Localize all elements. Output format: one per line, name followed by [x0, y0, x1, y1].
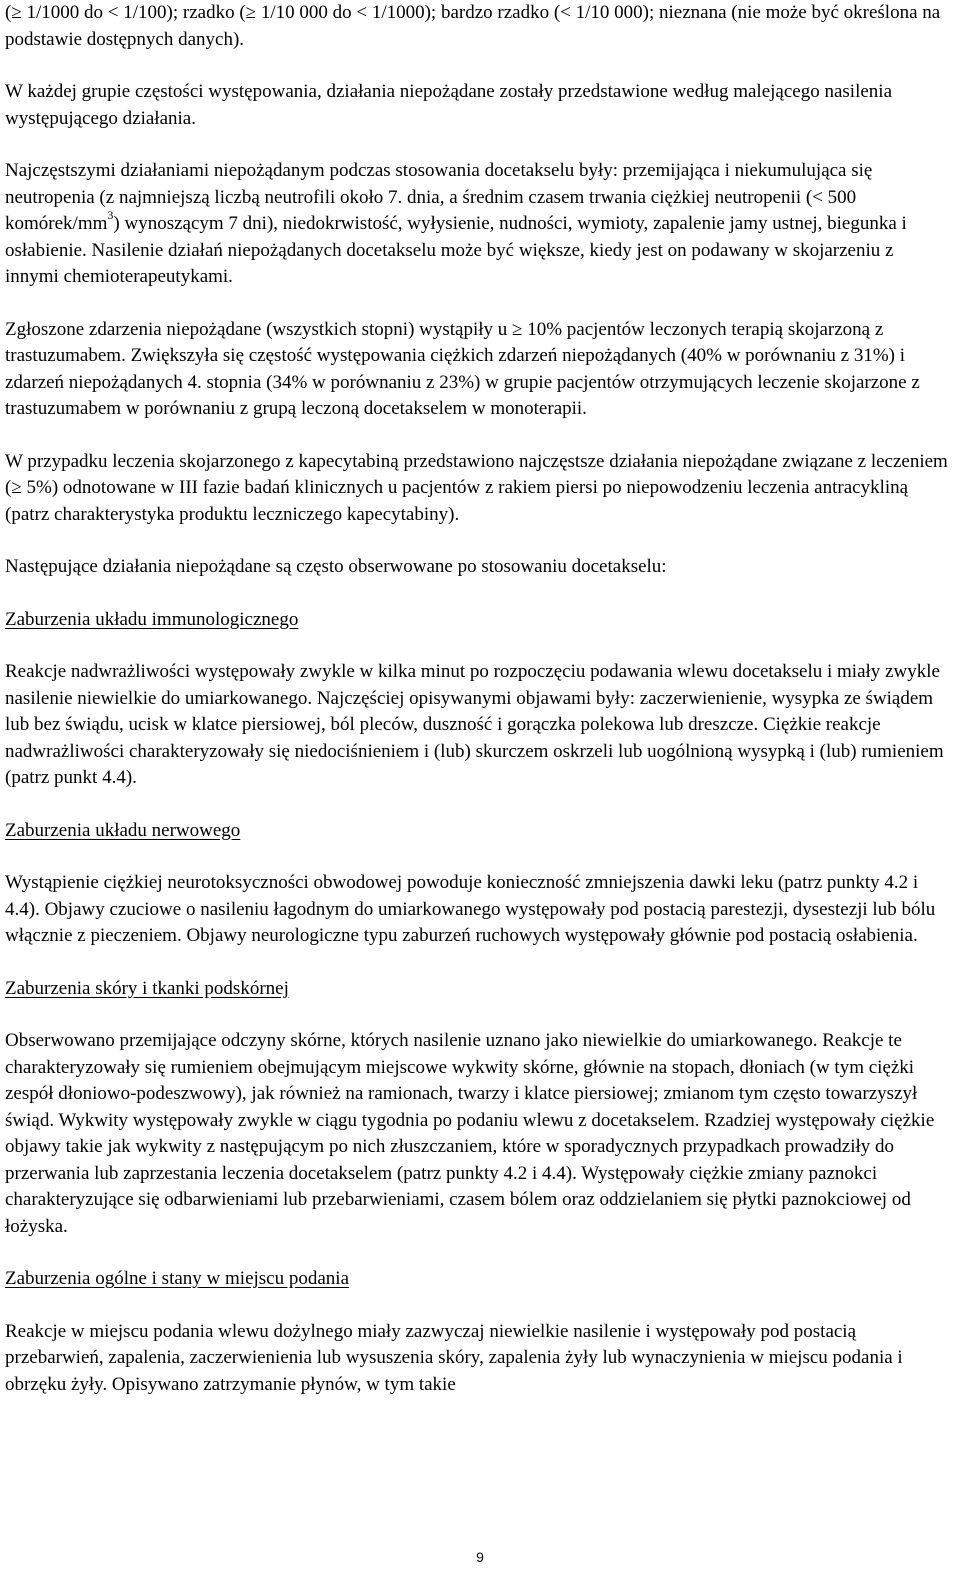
paragraph-capecitabine-combination: W przypadku leczenia skojarzonego z kapecytabiną przedstawiono najczęstsze działania niepożądane związane z leczeniem (≥ 5%) odnotowane w III fazie badań klinicznych u pacjentów z rakiem piersi po niepowodzeniu leczenia antracykliną (patrz charakterystyka produktu leczniczego kapecytabiny). — [5, 450, 948, 525]
paragraph-frequency-groups: W każdej grupie częstości występowania, działania niepożądane zostały przedstawione według malejącego nasilenia występującego działania. — [5, 81, 893, 129]
document-page — [5, 0, 950, 1398]
section-heading-nervous-system: Zaburzenia układu nerwowego — [5, 819, 241, 841]
paragraph-frequency-definitions: (≥ 1/1000 do < 1/100); rzadko (≥ 1/10 000 do < 1/1000); bardzo rzadko (< 1/10 000); nieznana (nie może być określona na podstawie dostępnych danych). — [5, 2, 941, 50]
section-heading-immune-system: Zaburzenia układu immunologicznego — [5, 608, 299, 630]
paragraph-common-reactions-intro: Następujące działania niepożądane są często obserwowane po stosowaniu docetakselu: — [5, 556, 667, 577]
section-text-skin: Obserwowano przemijające odczyny skórne, których nasilenie uznano jako niewielkie do umiarkowanego. Reakcje te charakteryzowały się rumieniem obejmującym miejscowe wykwity skórne, głównie na stopach, dłoniach (w tym ciężki zespół dłoniowo-podeszwowy), jak również na ramionach, twarzy i klatce piersiowej; zmianom tym często towarzyszył świąd. Wykwity występowały zwykle w ciągu tygodnia po podaniu wlewu z docetakselem. Rzadziej występowały ciężkie objawy takie jak wykwity z następującym po nich złuszczaniem, które w sporadycznych przypadkach prowadziły do przerwania lub zaprzestania leczenia docetakselem (patrz punkty 4.2 i 4.4). Występowały ciężkie zmiany paznokci charakteryzujące się odbarwieniami lub przebarwieniami, czasem bólem oraz oddzielaniem się płytki paznokciowej od łożyska. — [5, 1030, 935, 1237]
paragraph-trastuzumab-combination: Zgłoszone zdarzenia niepożądane (wszystkich stopni) wystąpiły u ≥ 10% pacjentów leczonych terapią skojarzoną z trastuzumabem. Zwiększyła się częstość występowania ciężkich zdarzeń niepożądanych (40% w porównaniu z 31%) i zdarzeń niepożądanych 4. stopnia (34% w porównaniu z 23%) w grupie pacjentów otrzymujących leczenie skojarzone z trastuzumabem w porównaniu z grupą leczoną docetakselem w monoterapii. — [5, 318, 920, 419]
paragraph-most-common-reactions-part-2: ) wynoszącym 7 dni), niedokrwistość, wyłysienie, nudności, wymioty, zapalenie jamy ustnej, biegunka i osłabienie. Nasilenie działań niepożądanych docetakselu może być większe, kiedy jest on podawany w skojarzeniu z innymi chemioterapeutykami. — [5, 213, 907, 287]
section-heading-skin: Zaburzenia skóry i tkanki podskórnej — [5, 977, 289, 999]
section-text-nervous-system: Wystąpienie ciężkiej neurotoksyczności obwodowej powoduje konieczność zmniejszenia dawki leku (patrz punkty 4.2 i 4.4). Objawy czuciowe o nasileniu łagodnym do umiarkowanego występowały pod postacią parestezji, dysestezji lub bólu włącznie z pieczeniem. Objawy neurologiczne typu zaburzeń ruchowych występowały głównie pod postacią osłabienia. — [5, 872, 936, 946]
page-number: 9 — [476, 1549, 484, 1565]
section-heading-general-disorders: Zaburzenia ogólne i stany w miejscu podania — [5, 1268, 350, 1289]
paragraph-most-common-reactions — [5, 158, 950, 291]
section-text-general-disorders: Reakcje w miejscu podania wlewu dożylnego miały zazwyczaj niewielkie nasilenie i występowały pod postacią przebarwień, zapalenia, zaczerwienienia lub wysuszenia skóry, zapalenia żyły lub wynaczynienia w miejscu podania i obrzęku żyły. Opisywano zatrzymanie płynów, w tym takie — [5, 1320, 903, 1395]
superscript-cubed: 3 — [107, 208, 114, 222]
paragraph-most-common-reactions-part-1: Najczęstszymi działaniami niepożądanym podczas stosowania docetakselu były: przemijająca i niekumulująca się neutropenia (z najmniejszą liczbą neutrofili około 7. dnia, a średnim czasem trwania ciężkiej neutropenii (< 500 komórek/mm — [5, 160, 873, 234]
section-text-immune-system: Reakcje nadwrażliwości występowały zwykle w kilka minut po rozpoczęciu podawania wlewu docetakselu i miały zwykle nasilenie niewielkie do umiarkowanego. Najczęściej opisywanymi objawami były: zaczerwienienie, wysypka ze świądem lub bez świądu, ucisk w klatce piersiowej, ból pleców, duszność i gorączka polekowa lub dreszcze. Ciężkie reakcje nadwrażliwości charakteryzowały się niedociśnieniem i (lub) skurczem oskrzeli lub uogólnioną wysypką i (lub) rumieniem (patrz punkt 4.4). — [5, 661, 944, 788]
